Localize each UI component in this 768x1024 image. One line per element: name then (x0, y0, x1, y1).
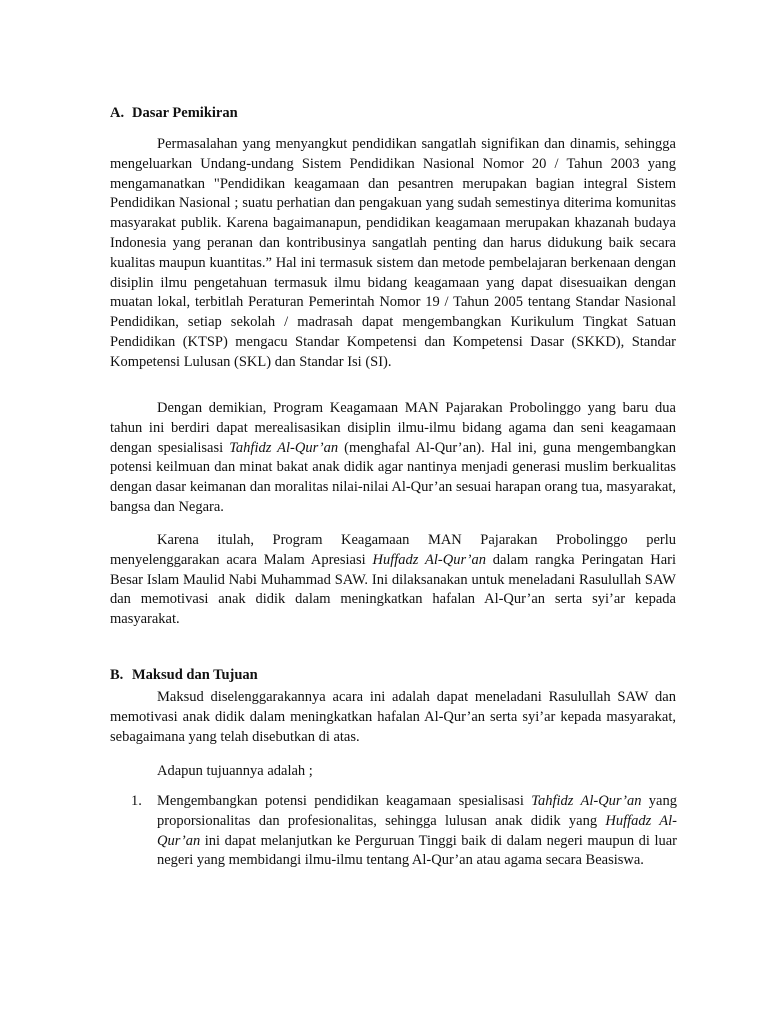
italic-term: Huffadz Al-Qur’an (157, 812, 677, 849)
section-a-title: Dasar Pemikiran (132, 105, 238, 121)
section-a-paragraph-1: Permasalahan yang menyangkut pendidikan sangatlah signifikan dan dinamis, sehingga mengeluarkan Undang-undang Sistem Pendidikan Nasional Nomor 20 / Tahun 2003 yang mengamanatkan "Pendidikan keagamaan dan pesantren merupakan bagian integral Sistem Pendidikan Nasional ; suatu perhatian dan pengakuan yang sudah semestinya diterima komunitas masyarakat publik. Karena bagaimanapun, pendidikan keagamaan merupakan khazanah budaya Indonesia yang peranan dan kontribusinya sangatlah penting dan harus didukung baik secara kualitas maupun kuantitas.” Hal ini termasuk sistem dan metode pembelajaran berkenaan dengan disiplin ilmu pengetahuan termasuk ilmu bidang keagamaan yang dapat disesuaikan dengan muatan lokal, terbitlah Peraturan Pemerintah Nomor 19 / Tahun 2005 tentang Standar Nasional Pendidikan, setiap sekolah / madrasah dapat mengembangkan Kurikulum Tingkat Satuan Pendidikan (KTSP) mengacu Standar Kompetensi dan Kompetensi Dasar (SKKD), Standar Kompetensi Lulusan (SKL) dan Standar Isi (SI). (110, 136, 676, 370)
section-a-paragraph-2 (110, 399, 676, 518)
paragraph-text: Dengan demikian, Program Keagamaan MAN Pajarakan Probolinggo yang baru dua tahun ini berdiri dapat merealisasikan disiplin ilmu-ilmu bidang agama dan seni keagamaan dengan spesialisasi (110, 400, 676, 456)
list-text (157, 792, 677, 871)
section-a-paragraph-3 (110, 531, 676, 630)
section-b-title: Maksud dan Tujuan (132, 667, 258, 683)
section-a-heading (110, 103, 238, 123)
section-b-paragraph-2: Adapun tujuannya adalah ; (157, 763, 313, 779)
section-b-number: B. (110, 667, 124, 683)
paragraph-text: Karena itulah, Program Keagamaan MAN Pajarakan Probolinggo perlu menyelenggarakan acara Malam Apresiasi (110, 532, 676, 568)
list-item (131, 792, 677, 871)
list-text-part: yang proporsionalitas dan profesionalitas, sehingga lulusan anak didik yang (157, 793, 677, 829)
section-b-heading (110, 665, 258, 685)
list-text-part: Mengembangkan potensi pendidikan keagamaan spesialisasi (157, 793, 532, 809)
paragraph-text: (menghafal Al-Qur’an). Hal ini, guna mengembangkan potensi keilmuan dan minat bakat anak didik agar nantinya menjadi generasi muslim berkualitas dengan dasar keimanan dan moralitas nilai-nilai Al-Qur’an sesuai harapan orang tua, masyarakat, bangsa dan Negara. (110, 439, 676, 515)
italic-term: Tahfidz Al-Qur’an (531, 793, 642, 809)
italic-term: Huffadz Al-Qur’an (372, 551, 486, 568)
section-b-paragraph-1: Maksud diselenggarakannya acara ini adalah dapat meneladani Rasulullah SAW dan memotivasi anak didik dalam meningkatkan hafalan Al-Qur’an serta syi’ar kepada masyarakat, sebagaimana yang telah disebutkan di atas. (110, 689, 676, 745)
list-text-part: ini dapat melanjutkan ke Perguruan Tinggi baik di dalam negeri maupun di luar negeri yang membidangi ilmu-ilmu tentang Al-Qur’an atau agama secara Beasiswa. (157, 832, 677, 869)
section-a-number: A. (110, 105, 125, 121)
list-number: 1. (131, 793, 142, 809)
paragraph-text: dalam rangka Peringatan Hari Besar Islam Maulid Nabi Muhammad SAW. Ini dilaksanakan untuk meneladani Rasulullah SAW dan memotivasi anak didik dalam meningkatkan hafalan Al-Qur’an serta syi’ar kepada masyarakat. (110, 551, 676, 628)
italic-term: Tahfidz Al-Qur’an (229, 439, 339, 456)
